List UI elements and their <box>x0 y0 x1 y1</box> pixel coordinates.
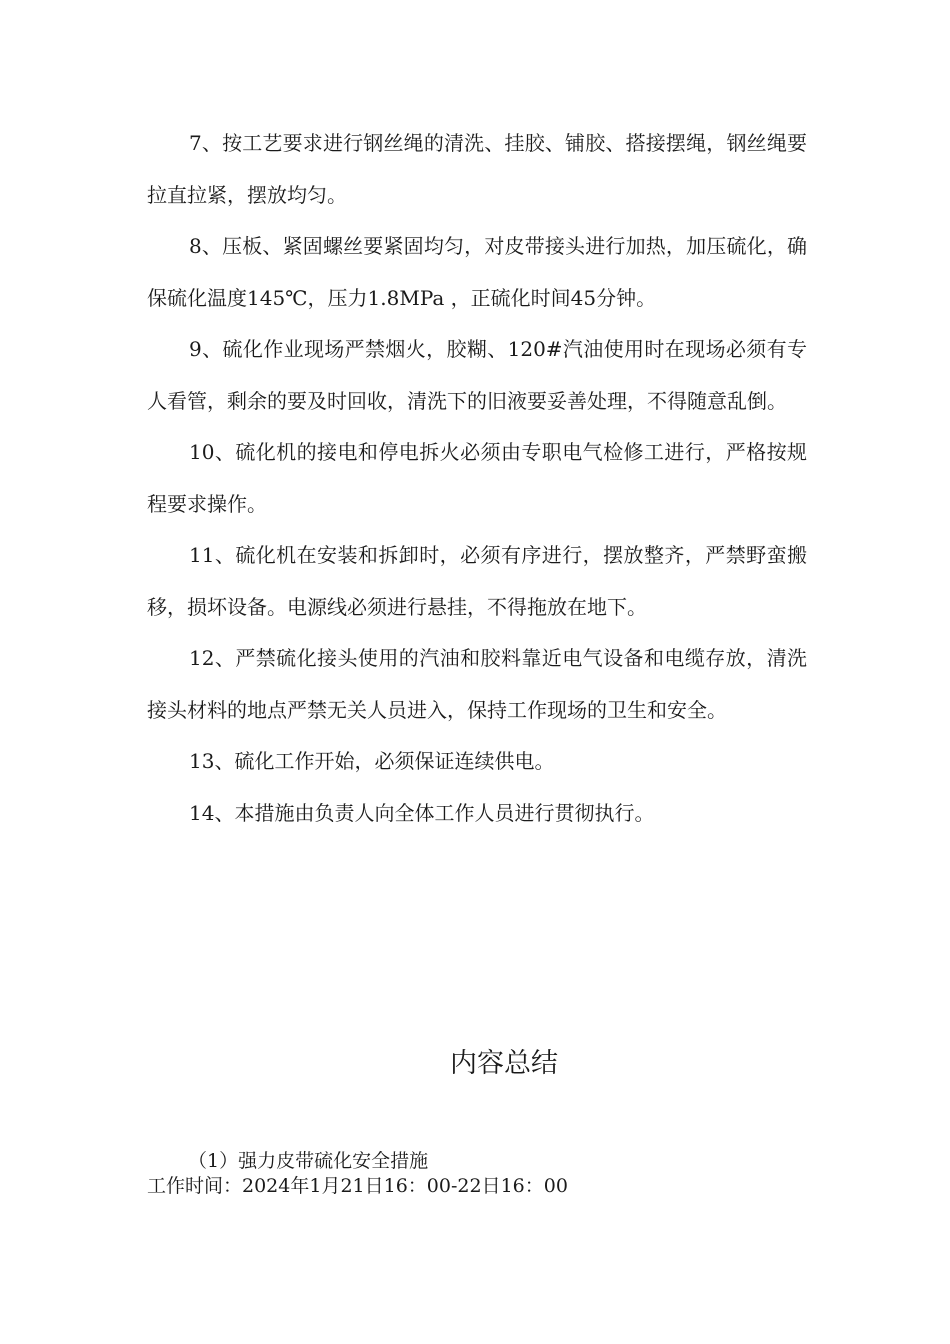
paragraph-item-8: 8、压板、紧固螺丝要紧固均匀，对皮带接头进行加热，加压硫化，确保硫化温度145℃，压力1.8MPa ，正硫化时间45分钟。 <box>147 234 807 310</box>
measures-body <box>147 118 807 839</box>
paragraph-item-13: 13、硫化工作开始，必须保证连续供电。 <box>189 749 555 773</box>
work-time-line: 工作时间：2024年1月21日16：00-22日16：00 <box>147 1175 568 1197</box>
paragraph-item-10: 10、硫化机的接电和停电拆火必须由专职电气检修工进行，严格按规程要求操作。 <box>147 440 807 516</box>
paragraph-item-12: 12、严禁硫化接头使用的汽油和胶料靠近电气设备和电缆存放，清洗接头材料的地点严禁无关人员进入，保持工作现场的卫生和安全。 <box>147 646 807 722</box>
paragraph-item-14: 14、本措施由负责人向全体工作人员进行贯彻执行。 <box>189 800 655 825</box>
summary-heading: 内容总结 <box>450 1048 558 1079</box>
paragraph-item-9: 9、硫化作业现场严禁烟火，胶糊、120#汽油使用时在现场必须有专人看管，剩余的要及时回收，清洗下的旧液要妥善处理，不得随意乱倒。 <box>147 337 807 413</box>
summary-item: （1）强力皮带硫化安全措施 <box>188 1150 429 1172</box>
paragraph-item-7: 7、按工艺要求进行钢丝绳的清洗、挂胶、铺胶、搭接摆绳，钢丝绳要拉直拉紧，摆放均匀。 <box>147 131 807 207</box>
paragraph-item-11: 11、硫化机在安装和拆卸时，必须有序进行，摆放整齐，严禁野蛮搬移，损坏设备。电源线必须进行悬挂，不得拖放在地下。 <box>147 543 807 619</box>
